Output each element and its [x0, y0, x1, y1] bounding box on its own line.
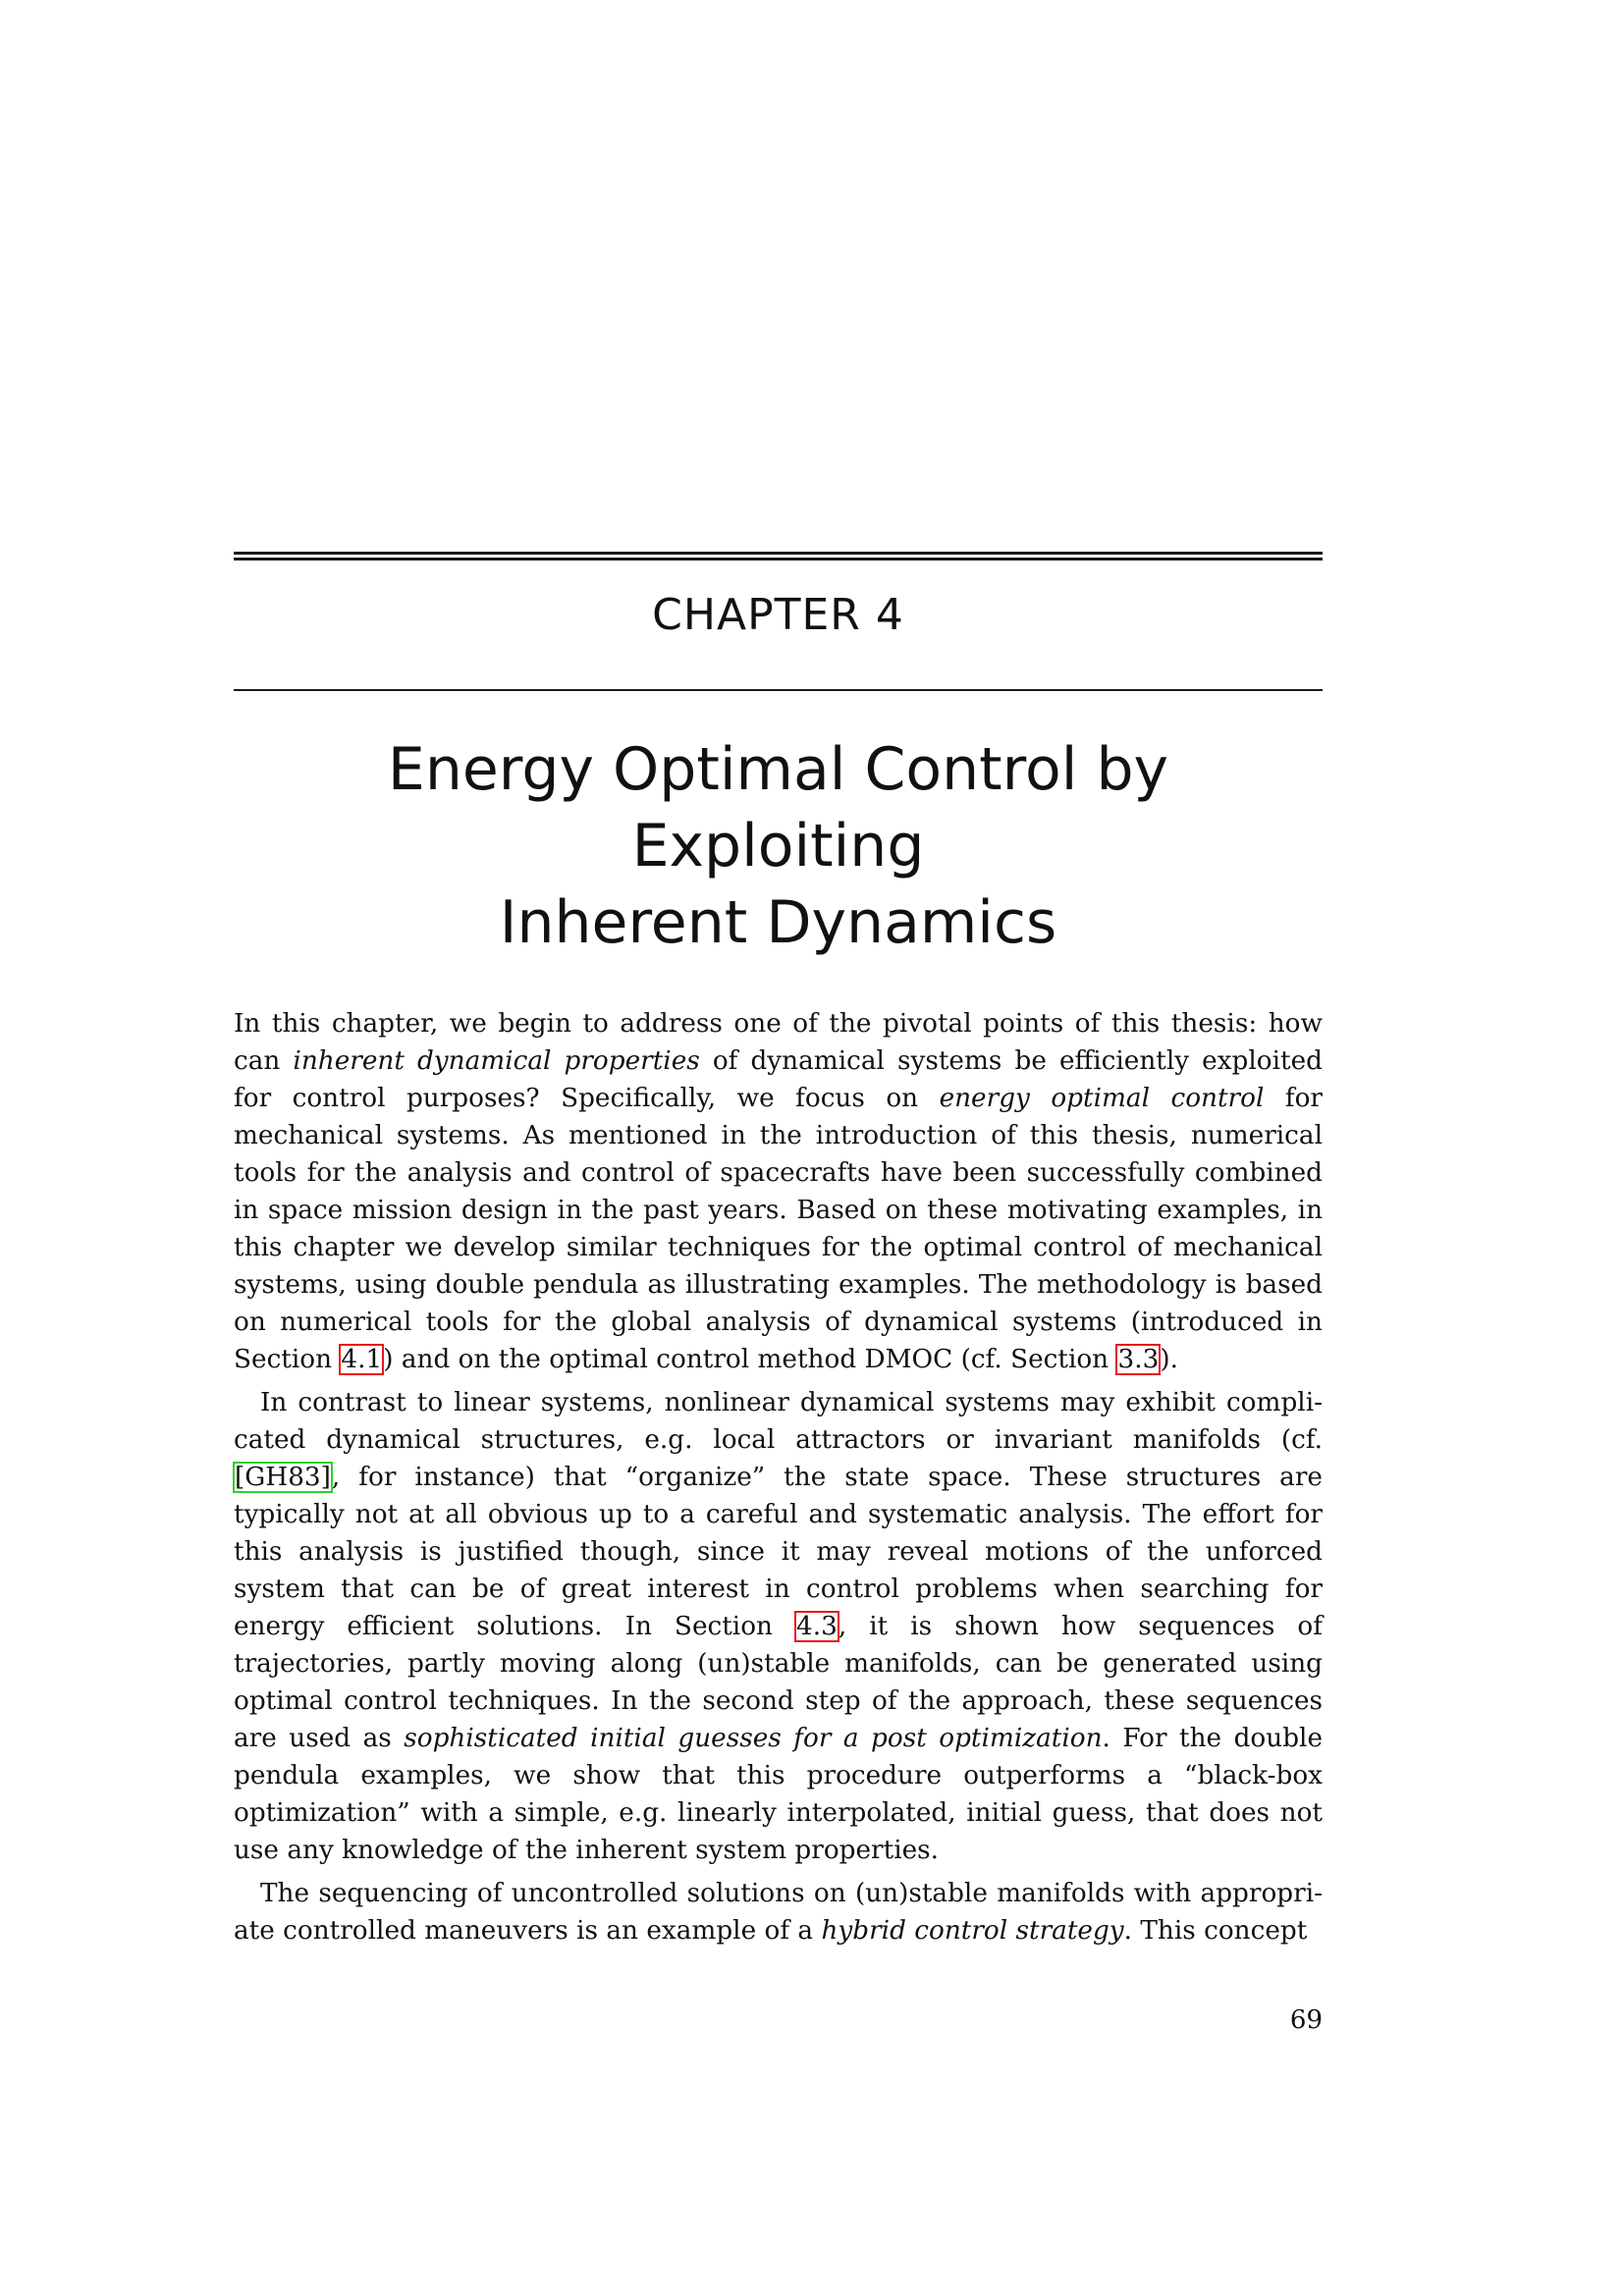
- chapter-rule-top-inner: [234, 558, 1323, 561]
- body-paragraph: [234, 1005, 1323, 1378]
- body-text-run: , it is shown how sequences of trajectories, partly moving along (un)stable manifolds, can be generated using optimal control techniques. In the second step of the approach, these sequences are used as: [234, 1612, 1323, 1753]
- body-text-run: , for instance) that “organize” the state space. These structures are typically not at all obvious up to a careful and systematic analysis. The effort for this analysis is justified though, since it may reveal motions of the unforced system that can be of great interest in control problems when searching for energy efficient solutions. In Section: [234, 1463, 1323, 1641]
- body-text-run: The sequencing of uncontrolled solutions on (un)stable manifolds with appropriate controlled maneuvers is an example of a: [234, 1879, 1323, 1946]
- body-text-run: . For the double pendula examples, we show that this procedure outperforms a “black-box optimization” with a simple, e.g. linearly interpolated, initial guess, that does not use any knowledge of the inherent system properties.: [234, 1724, 1324, 1865]
- chapter-title-line-2: Inherent Dynamics: [499, 888, 1057, 957]
- body-text-run: for mechanical systems. As mentioned in the introduction of this thesis, numerical tools for the analysis and control of spacecrafts have been successfully combined in space mission design in the past years. Based on these motivating examples, in this chapter we develop similar techniques for the optimal control of mechanical systems, using double pendula as illustrating examples. The methodology is based on numerical tools for the global analysis of dynamical systems (introduced in Section: [234, 1084, 1323, 1374]
- body-paragraph: [234, 1384, 1323, 1869]
- chapter-title-line-1: Energy Optimal Control by Exploiting: [387, 735, 1169, 881]
- chapter-title: [234, 731, 1323, 961]
- section-reference-link[interactable]: 4.1: [341, 1345, 383, 1374]
- chapter-label: CHAPTER 4: [652, 590, 904, 640]
- chapter-body: [234, 1005, 1323, 1955]
- chapter-rule-bottom: [234, 689, 1323, 691]
- section-reference-link[interactable]: 3.3: [1117, 1345, 1160, 1374]
- body-text-run: In contrast to linear systems, nonlinear dynamical systems may exhibit complicated dynamical structures, e.g. local attractors or invariant manifolds (cf.: [234, 1388, 1323, 1455]
- emphasis-text: hybrid control strategy: [821, 1916, 1124, 1946]
- section-reference-link[interactable]: 4.3: [796, 1612, 838, 1641]
- chapter-rule-top: [234, 552, 1323, 555]
- body-text-run: of dynamical systems be efficiently exploited for control purposes? Specifically, we focus on: [234, 1046, 1324, 1113]
- body-text-run: ).: [1160, 1345, 1178, 1374]
- body-paragraph: [234, 1875, 1323, 1949]
- body-text-run: . This concept: [1123, 1916, 1308, 1946]
- citation-link[interactable]: [GH83]: [235, 1463, 331, 1492]
- page-number: 69: [1289, 2005, 1323, 2035]
- emphasis-text: sophisticated initial guesses for a post optimization: [404, 1724, 1103, 1753]
- emphasis-text: inherent dynamical properties: [293, 1046, 700, 1076]
- body-text-run: In this chapter, we begin to address one of the pivotal points of this thesis: how can: [234, 1009, 1323, 1076]
- emphasis-text: energy optimal control: [939, 1084, 1265, 1113]
- body-text-run: ) and on the optimal control method DMOC (cf. Section: [383, 1345, 1117, 1374]
